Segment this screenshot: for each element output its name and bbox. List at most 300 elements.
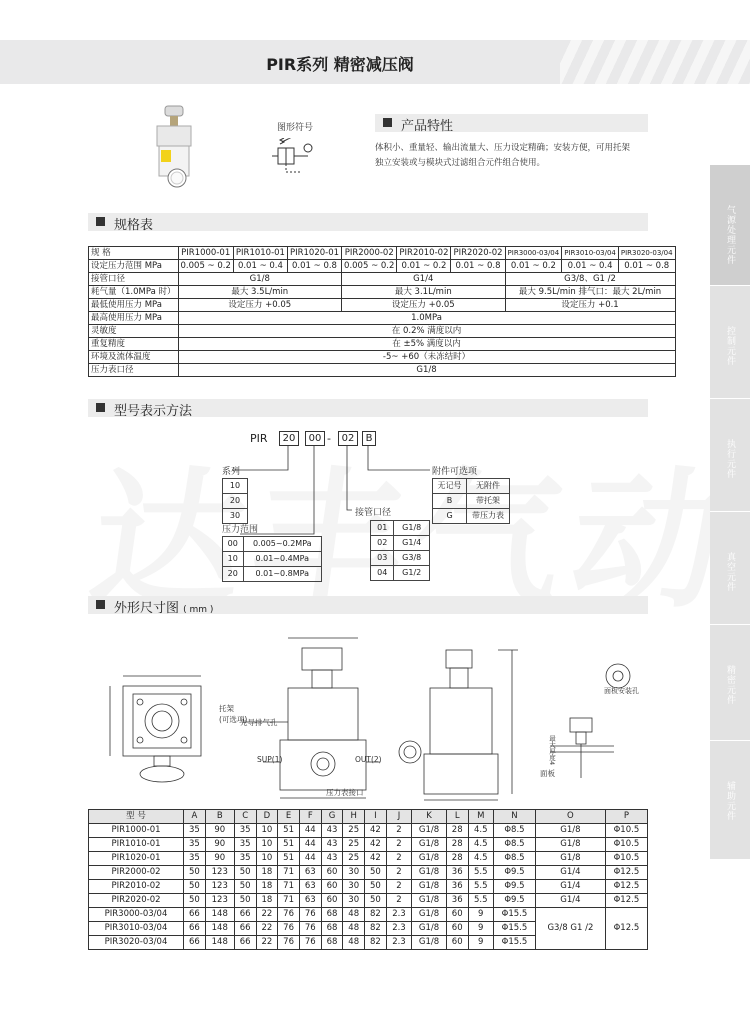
dim-cell: 35 — [234, 824, 256, 838]
dim-cell: G1/8 — [412, 908, 447, 922]
dim-cell: 18 — [256, 894, 278, 908]
spec-row-air — [89, 286, 676, 299]
dim-cell: 48 — [343, 936, 365, 950]
bracket-label-text: 托架 — [219, 704, 234, 713]
dimension-table — [88, 809, 648, 950]
dim-cell: PIR2000-02 — [89, 866, 184, 880]
dim-cell: G1/4 — [535, 894, 605, 908]
dim-cell: Φ8.5 — [493, 852, 535, 866]
dim-cell: 76 — [278, 908, 300, 922]
model-heading: 型号表示方法 — [114, 404, 193, 419]
dim-cell: 4.5 — [468, 838, 493, 852]
dim-cell: Φ8.5 — [493, 824, 535, 838]
spec-model: PIR1010-01 — [233, 247, 287, 260]
port-value: G1/4 — [394, 536, 430, 551]
dim-cell: Φ15.5 — [493, 922, 535, 936]
dim-cell: 50 — [234, 880, 256, 894]
features-heading: 产品特性 — [401, 119, 454, 134]
dim-cell: G1/8 — [412, 936, 447, 950]
dim-row — [89, 852, 648, 866]
side-tab-label: 真空元件 — [725, 552, 735, 592]
dim-cell: 35 — [184, 852, 206, 866]
spec-label: 重复精度 — [89, 338, 179, 351]
dim-cell: 9 — [468, 908, 493, 922]
dim-cell: 51 — [278, 838, 300, 852]
sup-port-label: SUP(1) — [257, 755, 283, 764]
dim-cell: 35 — [234, 852, 256, 866]
out-port-label: OUT(2) — [355, 755, 382, 764]
accessory-value: 带压力表 — [467, 509, 510, 524]
dim-cell: 5.5 — [468, 866, 493, 880]
spec-cell: 0.01 ~ 0.8 — [287, 260, 341, 273]
spec-row-sens — [89, 325, 676, 338]
dim-header: D — [256, 810, 278, 824]
dim-header: A — [184, 810, 206, 824]
spec-cell: 设定压力 +0.1 — [505, 299, 675, 312]
bullet-square-icon — [96, 217, 105, 226]
dim-cell: 2 — [386, 838, 411, 852]
dim-cell: 22 — [256, 922, 278, 936]
range-value: 0.01~0.8MPa — [243, 567, 321, 582]
dim-cell: 42 — [365, 824, 387, 838]
dim-header: L — [446, 810, 468, 824]
dim-row — [89, 866, 648, 880]
dim-cell: 90 — [205, 824, 234, 838]
dim-cell: 28 — [446, 852, 468, 866]
spec-table — [88, 246, 676, 377]
bullet-square-icon — [96, 403, 105, 412]
dim-cell: 25 — [343, 852, 365, 866]
dim-header: M — [468, 810, 493, 824]
dim-cell: 44 — [299, 824, 321, 838]
dims-heading-bar — [88, 596, 648, 614]
dim-cell: 71 — [278, 894, 300, 908]
spec-cell: G1/8 — [178, 273, 342, 286]
spec-label: 最低使用压力 MPa — [89, 299, 179, 312]
dim-cell: PIR3000-03/04 — [89, 908, 184, 922]
dim-cell: 50 — [365, 880, 387, 894]
dim-cell: G1/8 — [412, 866, 447, 880]
spec-model: PIR2020-02 — [451, 247, 505, 260]
dim-cell: 9 — [468, 936, 493, 950]
dim-cell: 44 — [299, 838, 321, 852]
dim-cell: G1/8 — [412, 922, 447, 936]
dim-cell: 2 — [386, 894, 411, 908]
dim-cell: Φ10.5 — [605, 838, 647, 852]
dim-cell: 25 — [343, 824, 365, 838]
dims-heading — [114, 597, 213, 616]
port-value: G1/8 — [394, 521, 430, 536]
dim-cell: 60 — [321, 880, 343, 894]
dim-cell: G1/8 — [412, 894, 447, 908]
dim-cell: 50 — [184, 894, 206, 908]
spec-cell: G3/8、G1 /2 — [505, 273, 675, 286]
port-code: 04 — [371, 566, 394, 581]
side-tab-vacuum[interactable] — [710, 512, 750, 625]
dim-cell: 60 — [446, 908, 468, 922]
dim-cell: 43 — [321, 824, 343, 838]
model-code-box-series: 20 — [279, 431, 299, 446]
dim-cell: Φ8.5 — [493, 838, 535, 852]
dim-cell: 44 — [299, 852, 321, 866]
accessory-label: 附件可选项 — [432, 467, 478, 477]
dim-cell: 68 — [321, 908, 343, 922]
dim-cell: 42 — [365, 852, 387, 866]
dim-header: G — [321, 810, 343, 824]
features-line-2: 独立安装或与模块式过滤组合元件组合使用。 — [375, 158, 546, 168]
dim-cell: 82 — [365, 936, 387, 950]
dim-cell: PIR2020-02 — [89, 894, 184, 908]
dim-cell: 9 — [468, 922, 493, 936]
spec-model: PIR1000-01 — [178, 247, 233, 260]
dim-cell: G1/8 — [412, 838, 447, 852]
gauge-port-label: 压力表接口 — [326, 788, 364, 797]
dim-cell: G1/8 — [535, 824, 605, 838]
dim-cell: Φ10.5 — [605, 852, 647, 866]
dim-cell: G1/4 — [535, 880, 605, 894]
range-code: 20 — [223, 567, 244, 582]
spec-model: PIR3020-03/04 — [618, 247, 675, 260]
dim-o-merged: G3/8 G1 /2 — [535, 908, 605, 950]
spec-cell: 最大 3.1L/min — [342, 286, 506, 299]
dim-cell: 43 — [321, 838, 343, 852]
dim-cell: 82 — [365, 922, 387, 936]
panel-label: 面板 — [540, 769, 555, 778]
spec-cell: G1/4 — [342, 273, 506, 286]
port-code: 03 — [371, 551, 394, 566]
spec-label: 环境及流体温度 — [89, 351, 179, 364]
spec-cell: 0.01 ~ 0.2 — [397, 260, 451, 273]
dim-cell: 22 — [256, 936, 278, 950]
dim-cell: 28 — [446, 824, 468, 838]
spec-cell: 0.01 ~ 0.4 — [233, 260, 287, 273]
spec-cell: 0.005 ~ 0.2 — [342, 260, 397, 273]
dim-body — [89, 824, 648, 950]
dim-cell: Φ10.5 — [605, 824, 647, 838]
spec-row-min — [89, 299, 676, 312]
dim-header-row — [89, 810, 648, 824]
dim-cell: 76 — [299, 922, 321, 936]
dim-row — [89, 880, 648, 894]
dim-p-merged: Φ12.5 — [605, 908, 647, 950]
dim-cell: 5.5 — [468, 880, 493, 894]
dim-cell: 50 — [234, 866, 256, 880]
dim-row — [89, 894, 648, 908]
dim-cell: 50 — [184, 866, 206, 880]
dim-row — [89, 908, 648, 922]
bracket-outline — [123, 686, 201, 756]
dim-header: I — [365, 810, 387, 824]
dim-cell: 123 — [205, 866, 234, 880]
dim-cell: 60 — [446, 936, 468, 950]
side-tab-actuator[interactable] — [710, 399, 750, 512]
dim-header: C — [234, 810, 256, 824]
spec-model: PIR3000-03/04 — [505, 247, 562, 260]
model-code-dash: - — [327, 432, 331, 445]
dim-header: B — [205, 810, 234, 824]
features-heading-bar — [375, 114, 648, 132]
dim-cell: 36 — [446, 866, 468, 880]
dim-cell: PIR1010-01 — [89, 838, 184, 852]
dim-cell: 60 — [321, 894, 343, 908]
spec-label: 接管口径 — [89, 273, 179, 286]
range-value: 0.01~0.4MPa — [243, 552, 321, 567]
dim-cell: Φ9.5 — [493, 880, 535, 894]
dim-cell: 63 — [299, 894, 321, 908]
dim-cell: 2 — [386, 852, 411, 866]
spec-cell: 0.01 ~ 0.4 — [562, 260, 619, 273]
dim-cell: Φ12.5 — [605, 866, 647, 880]
dim-header: P — [605, 810, 647, 824]
page-title: PIR系列 精密减压阀 — [266, 55, 414, 74]
spec-heading: 规格表 — [114, 218, 154, 233]
accessory-value: 无附件 — [467, 479, 510, 494]
spec-cell: -5~ +60（未冻结时） — [178, 351, 675, 364]
dim-cell: 66 — [234, 908, 256, 922]
pilot-exhaust-label: 先导排气孔 — [240, 718, 278, 727]
side-tab-label: 气源处理元件 — [725, 205, 735, 265]
regulator-symbol-icon — [268, 138, 318, 178]
dim-cell: G1/4 — [535, 866, 605, 880]
dim-cell: 60 — [446, 922, 468, 936]
spec-model: PIR2010-02 — [397, 247, 451, 260]
model-code-box-port: 02 — [338, 431, 358, 446]
dims-heading-text: 外形尺寸图 — [114, 601, 180, 616]
dim-cell: 51 — [278, 852, 300, 866]
dim-cell: 42 — [365, 838, 387, 852]
spec-cell: 0.005 ~ 0.2 — [178, 260, 233, 273]
range-value: 0.005~0.2MPa — [243, 537, 321, 552]
bullet-square-icon — [383, 118, 392, 127]
side-tab-label: 辅助元件 — [725, 781, 735, 821]
dim-cell: 36 — [446, 894, 468, 908]
dim-cell: 18 — [256, 880, 278, 894]
dim-cell: Φ15.5 — [493, 936, 535, 950]
dim-cell: 148 — [205, 922, 234, 936]
spec-row-temp — [89, 351, 676, 364]
side-tab-precision[interactable] — [710, 625, 750, 741]
dim-cell: 50 — [365, 866, 387, 880]
accessory-code: B — [433, 494, 467, 509]
dim-cell: 76 — [299, 936, 321, 950]
dim-cell: 2.3 — [386, 908, 411, 922]
dimension-drawing — [88, 628, 648, 808]
bullet-square-icon — [96, 600, 105, 609]
dim-header: H — [343, 810, 365, 824]
dim-cell: 10 — [256, 852, 278, 866]
dim-cell: 10 — [256, 824, 278, 838]
spec-cell: 0.01 ~ 0.8 — [618, 260, 675, 273]
panel-hole-label: 面板安装孔 — [604, 687, 639, 695]
series-label: 系列 — [222, 467, 241, 477]
dim-cell: 123 — [205, 880, 234, 894]
side-tab-label: 执行元件 — [725, 439, 735, 479]
features-line-1: 体积小、重量轻、输出流量大、压力设定精确；安装方便，可用托架 — [375, 143, 631, 153]
spec-row-model — [89, 247, 676, 260]
dim-cell: 5.5 — [468, 894, 493, 908]
side-tab-air-treatment[interactable] — [710, 165, 750, 286]
dim-cell: 66 — [184, 908, 206, 922]
side-tab-label: 精密元件 — [725, 665, 735, 705]
spec-cell: 0.01 ~ 0.2 — [505, 260, 562, 273]
side-tab-auxiliary[interactable] — [710, 741, 750, 860]
dim-cell: 35 — [184, 824, 206, 838]
dim-cell: 50 — [365, 894, 387, 908]
dim-cell: 4.5 — [468, 852, 493, 866]
dim-cell: 90 — [205, 852, 234, 866]
dim-header: N — [493, 810, 535, 824]
dim-cell: 63 — [299, 866, 321, 880]
dim-cell: 50 — [234, 894, 256, 908]
dim-header: E — [278, 810, 300, 824]
dim-cell: 82 — [365, 908, 387, 922]
dim-cell: Φ15.5 — [493, 908, 535, 922]
dim-cell: 43 — [321, 852, 343, 866]
dim-cell: G1/8 — [412, 824, 447, 838]
spec-model: PIR1020-01 — [287, 247, 341, 260]
dim-cell: 2 — [386, 880, 411, 894]
spec-label: 压力表口径 — [89, 364, 179, 377]
accessory-code: 无记号 — [433, 479, 467, 494]
symbol-label: 图形符号 — [277, 123, 314, 133]
spec-cell: 最大 3.5L/min — [178, 286, 342, 299]
spec-row-set-range — [89, 260, 676, 273]
dim-cell: 148 — [205, 936, 234, 950]
model-code-box-accessory: B — [362, 431, 376, 446]
dim-cell: 76 — [299, 908, 321, 922]
dim-cell: 35 — [234, 838, 256, 852]
range-code: 00 — [223, 537, 244, 552]
dim-cell: 76 — [278, 922, 300, 936]
spec-row-max — [89, 312, 676, 325]
series-option: 30 — [223, 509, 248, 524]
product-photo — [145, 104, 205, 192]
dim-cell: Φ9.5 — [493, 894, 535, 908]
range-code: 10 — [223, 552, 244, 567]
dim-cell: 48 — [343, 908, 365, 922]
series-option: 20 — [223, 494, 248, 509]
dim-cell: 123 — [205, 894, 234, 908]
range-label: 压力范围 — [222, 525, 259, 535]
dim-cell: 68 — [321, 922, 343, 936]
dim-cell: 2.3 — [386, 936, 411, 950]
dim-cell: 66 — [184, 936, 206, 950]
accessory-table — [432, 478, 510, 524]
dim-header: 型 号 — [89, 810, 184, 824]
spec-cell: 在 ±5% 满度以内 — [178, 338, 675, 351]
dim-cell: PIR3020-03/04 — [89, 936, 184, 950]
model-prefix: PIR — [250, 432, 268, 445]
dim-cell: G1/8 — [412, 880, 447, 894]
spec-model: PIR3010-03/04 — [562, 247, 619, 260]
dim-cell: 18 — [256, 866, 278, 880]
dim-cell: 35 — [184, 838, 206, 852]
dim-cell: Φ12.5 — [605, 894, 647, 908]
port-value: G1/2 — [394, 566, 430, 581]
spec-cell: 最大 9.5L/min 排气口：最大 2L/min — [505, 286, 675, 299]
spec-label: 最高使用压力 MPa — [89, 312, 179, 325]
spec-cell: 0.01 ~ 0.8 — [451, 260, 505, 273]
spec-cell: G1/8 — [178, 364, 675, 377]
dim-cell: 66 — [234, 936, 256, 950]
dim-cell: 76 — [278, 936, 300, 950]
dim-cell: G1/8 — [412, 852, 447, 866]
dim-cell: 51 — [278, 824, 300, 838]
dim-cell: 28 — [446, 838, 468, 852]
side-tab-control[interactable] — [710, 286, 750, 399]
dim-cell: 10 — [256, 838, 278, 852]
dim-cell: 148 — [205, 908, 234, 922]
port-code: 01 — [371, 521, 394, 536]
dim-cell: 66 — [234, 922, 256, 936]
spec-heading-bar — [88, 213, 648, 231]
model-heading-bar — [88, 399, 648, 417]
dim-cell: 2 — [386, 824, 411, 838]
accessory-code: G — [433, 509, 467, 524]
dim-cell: 66 — [184, 922, 206, 936]
spec-label: 耗气量（1.0MPa 时） — [89, 286, 179, 299]
spec-cell: 1.0MPa — [178, 312, 675, 325]
port-code: 02 — [371, 536, 394, 551]
dim-header: O — [535, 810, 605, 824]
series-table — [222, 478, 248, 524]
bracket-option-text: (可选项) — [219, 715, 248, 724]
spec-cell: 设定压力 +0.05 — [342, 299, 506, 312]
dim-cell: G1/8 — [535, 838, 605, 852]
port-table — [370, 520, 430, 581]
spec-label: 规 格 — [89, 247, 179, 260]
port-value: G3/8 — [394, 551, 430, 566]
dim-cell: PIR2010-02 — [89, 880, 184, 894]
dim-cell: 48 — [343, 922, 365, 936]
dim-header: F — [299, 810, 321, 824]
panel-thickness-label: 最大厚度4 — [548, 735, 556, 766]
dim-cell: 4.5 — [468, 824, 493, 838]
dim-cell: 71 — [278, 880, 300, 894]
series-option: 10 — [223, 479, 248, 494]
dim-header: J — [386, 810, 411, 824]
dim-cell: PIR3010-03/04 — [89, 922, 184, 936]
dim-cell: 36 — [446, 880, 468, 894]
spec-cell: 设定压力 +0.05 — [178, 299, 342, 312]
dim-header: K — [412, 810, 447, 824]
model-code-box-range: 00 — [305, 431, 325, 446]
dim-cell: PIR1000-01 — [89, 824, 184, 838]
spec-cell: 在 0.2% 满度以内 — [178, 325, 675, 338]
spec-model: PIR2000-02 — [342, 247, 397, 260]
dims-unit: ( mm ) — [183, 605, 214, 615]
dim-cell: 60 — [321, 866, 343, 880]
spec-label: 设定压力范围 MPa — [89, 260, 179, 273]
dim-cell: 2 — [386, 866, 411, 880]
dim-cell: 63 — [299, 880, 321, 894]
spec-label: 灵敏度 — [89, 325, 179, 338]
dim-cell: 30 — [343, 880, 365, 894]
side-tab-label: 控制元件 — [725, 326, 735, 366]
spec-row-gauge — [89, 364, 676, 377]
dim-cell: 25 — [343, 838, 365, 852]
dim-cell: 50 — [184, 880, 206, 894]
dim-cell: Φ12.5 — [605, 880, 647, 894]
dim-row — [89, 824, 648, 838]
dim-cell: 30 — [343, 866, 365, 880]
dim-cell: 22 — [256, 908, 278, 922]
port-label: 接管口径 — [355, 508, 392, 518]
dim-row — [89, 838, 648, 852]
dim-cell: Φ9.5 — [493, 866, 535, 880]
dim-cell: PIR1020-01 — [89, 852, 184, 866]
features-text — [375, 141, 650, 171]
